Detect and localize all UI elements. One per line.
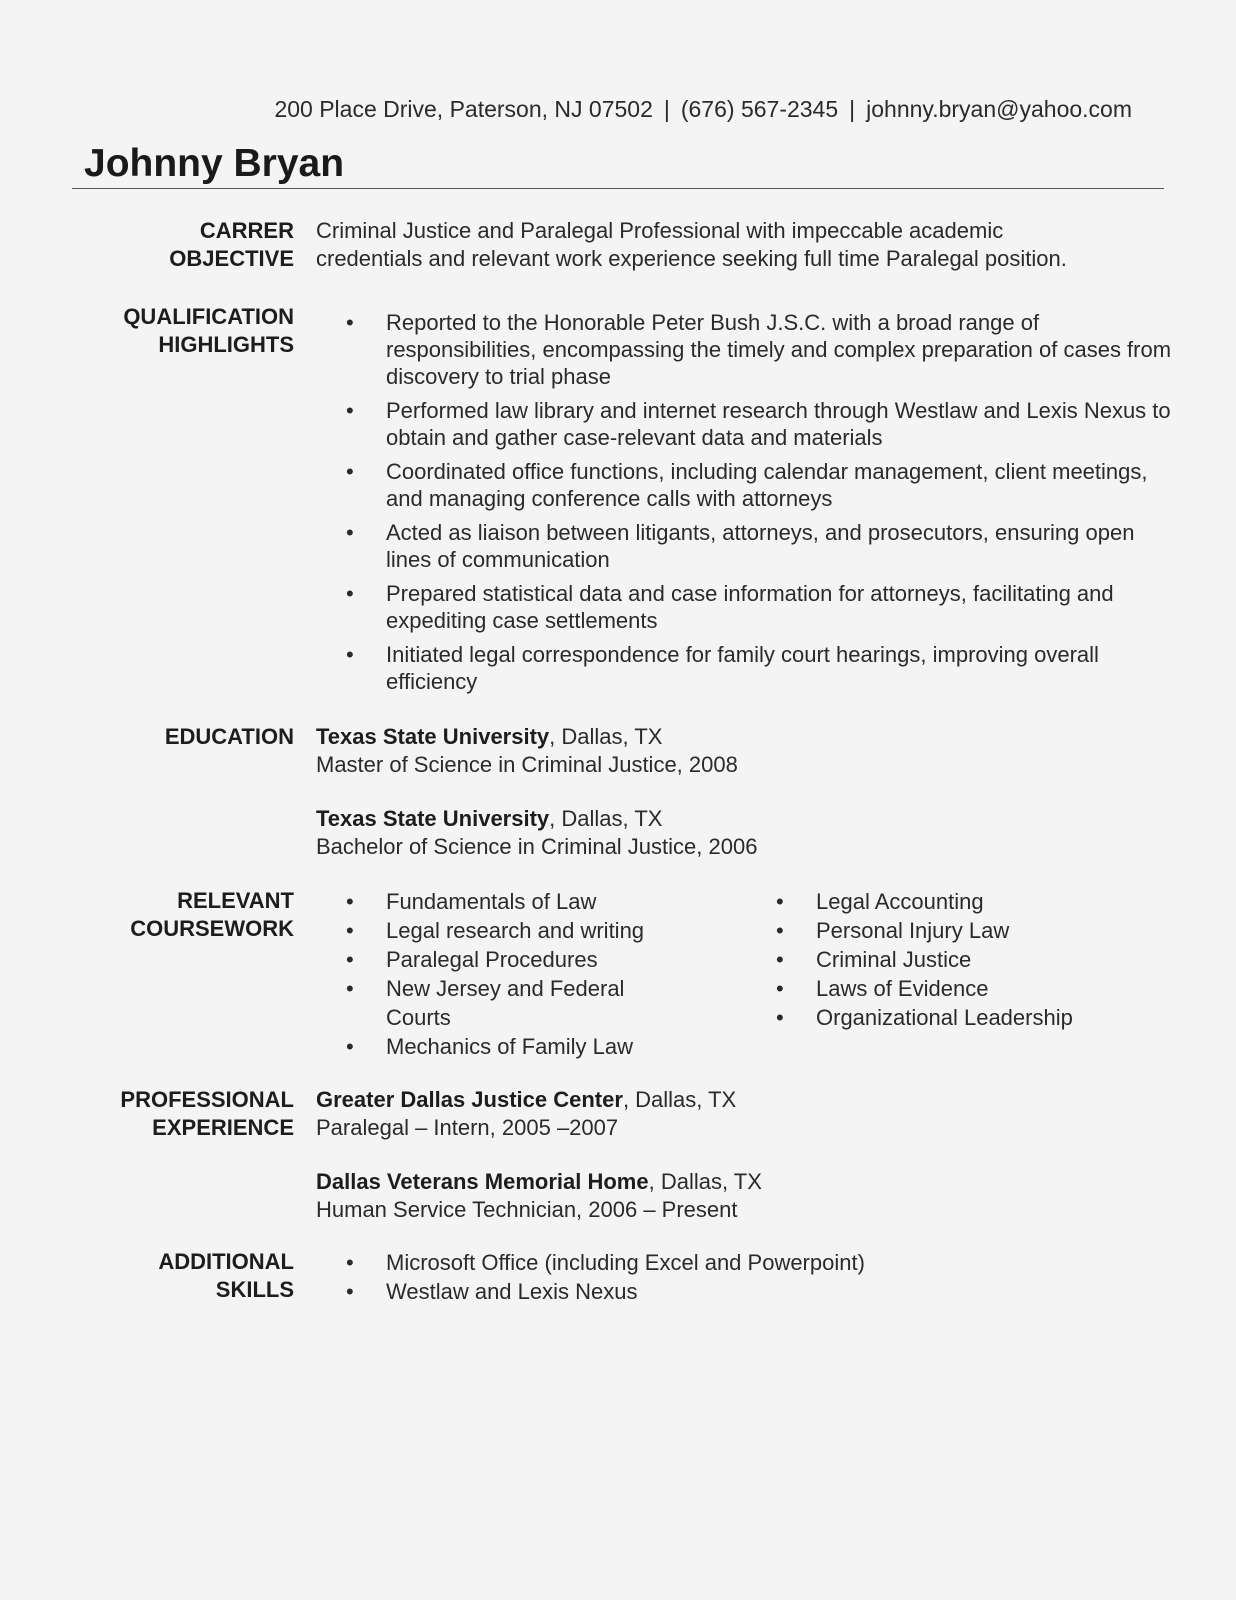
list-item: • Fundamentals of Law: [316, 887, 646, 916]
section-label: EDUCATION: [164, 724, 294, 749]
job-role: Human Service Technician, 2006 – Present: [316, 1197, 738, 1222]
list-item: • Reported to the Honorable Peter Bush J.S.C. with a broad range of responsibilities, encompassing the timely and complex preparation of cases from discovery to trial phase: [316, 309, 1176, 390]
list-item: • Coordinated office functions, including calendar management, client meetings, and managing conference calls with attorneys: [316, 458, 1176, 512]
list-item: • Westlaw and Lexis Nexus: [316, 1277, 1176, 1306]
job-role: Paralegal – Intern, 2005 –2007: [316, 1115, 619, 1140]
section-label: RELEVANT COURSEWORK: [130, 888, 294, 941]
list-item: • Paralegal Procedures: [316, 945, 646, 974]
qualifications-list: [316, 309, 1176, 695]
coursework-column-1: [316, 887, 646, 1061]
email: johnny.bryan@yahoo.com: [866, 96, 1132, 122]
school-name: Texas State University: [316, 724, 550, 749]
candidate-name: Johnny Bryan: [84, 142, 345, 185]
list-item: • Microsoft Office (including Excel and Powerpoint): [316, 1248, 1176, 1277]
header-divider: [72, 188, 1164, 189]
list-item: • Initiated legal correspondence for family court hearings, improving overall efficiency: [316, 641, 1176, 695]
coursework-column-2: [746, 887, 1166, 1032]
section-label: ADDITIONAL SKILLS: [158, 1249, 294, 1302]
list-item: • New Jersey and Federal Courts: [316, 974, 646, 1032]
section-label: CARRER OBJECTIVE: [169, 218, 294, 271]
education-entries: [316, 723, 1176, 887]
contact-line: [274, 96, 1132, 123]
education-entry: Texas State University, Dallas, TX Bachelor of Science in Criminal Justice, 2006: [316, 805, 1176, 861]
experience-entries: [316, 1086, 1176, 1250]
list-item: • Performed law library and internet research through Westlaw and Lexis Nexus to obtain and gather case-relevant data and materials: [316, 397, 1176, 451]
list-item: • Legal Accounting: [746, 887, 1166, 916]
degree: Bachelor of Science in Criminal Justice, 2006: [316, 834, 758, 859]
degree: Master of Science in Criminal Justice, 2008: [316, 752, 738, 777]
list-item: • Prepared statistical data and case information for attorneys, facilitating and expediting case settlements: [316, 580, 1176, 634]
skills-list: [316, 1248, 1176, 1306]
qualifications-list-wrap: [316, 309, 1176, 702]
objective-text: Criminal Justice and Paralegal Professional with impeccable academic credentials and relevant work experience seeking full time Paralegal position.: [316, 218, 1067, 271]
list-item: • Acted as liaison between litigants, attorneys, and prosecutors, ensuring open lines of communication: [316, 519, 1176, 573]
separator: |: [849, 96, 856, 122]
list-item: • Legal research and writing: [316, 916, 646, 945]
phone: (676) 567-2345: [680, 96, 839, 122]
section-label: QUALIFICATION HIGHLIGHTS: [123, 304, 294, 357]
separator: |: [663, 96, 670, 122]
school-name: Texas State University: [316, 806, 550, 831]
experience-entry: Dallas Veterans Memorial Home, Dallas, TX Human Service Technician, 2006 – Present: [316, 1168, 1176, 1224]
education-entry: Texas State University, Dallas, TX Master of Science in Criminal Justice, 2008: [316, 723, 1176, 779]
list-item: • Personal Injury Law: [746, 916, 1166, 945]
skills-list-wrap: [316, 1248, 1176, 1306]
list-item: • Mechanics of Family Law: [316, 1032, 646, 1061]
list-item: • Organizational Leadership: [746, 1003, 1166, 1032]
list-item: • Criminal Justice: [746, 945, 1166, 974]
employer-name: Greater Dallas Justice Center: [316, 1087, 623, 1112]
list-item: • Laws of Evidence: [746, 974, 1166, 1003]
address: 200 Place Drive, Paterson, NJ 07502: [274, 96, 653, 122]
experience-entry: Greater Dallas Justice Center, Dallas, TX Paralegal – Intern, 2005 –2007: [316, 1086, 1176, 1142]
employer-name: Dallas Veterans Memorial Home: [316, 1169, 649, 1194]
section-label: PROFESSIONAL EXPERIENCE: [120, 1087, 294, 1140]
